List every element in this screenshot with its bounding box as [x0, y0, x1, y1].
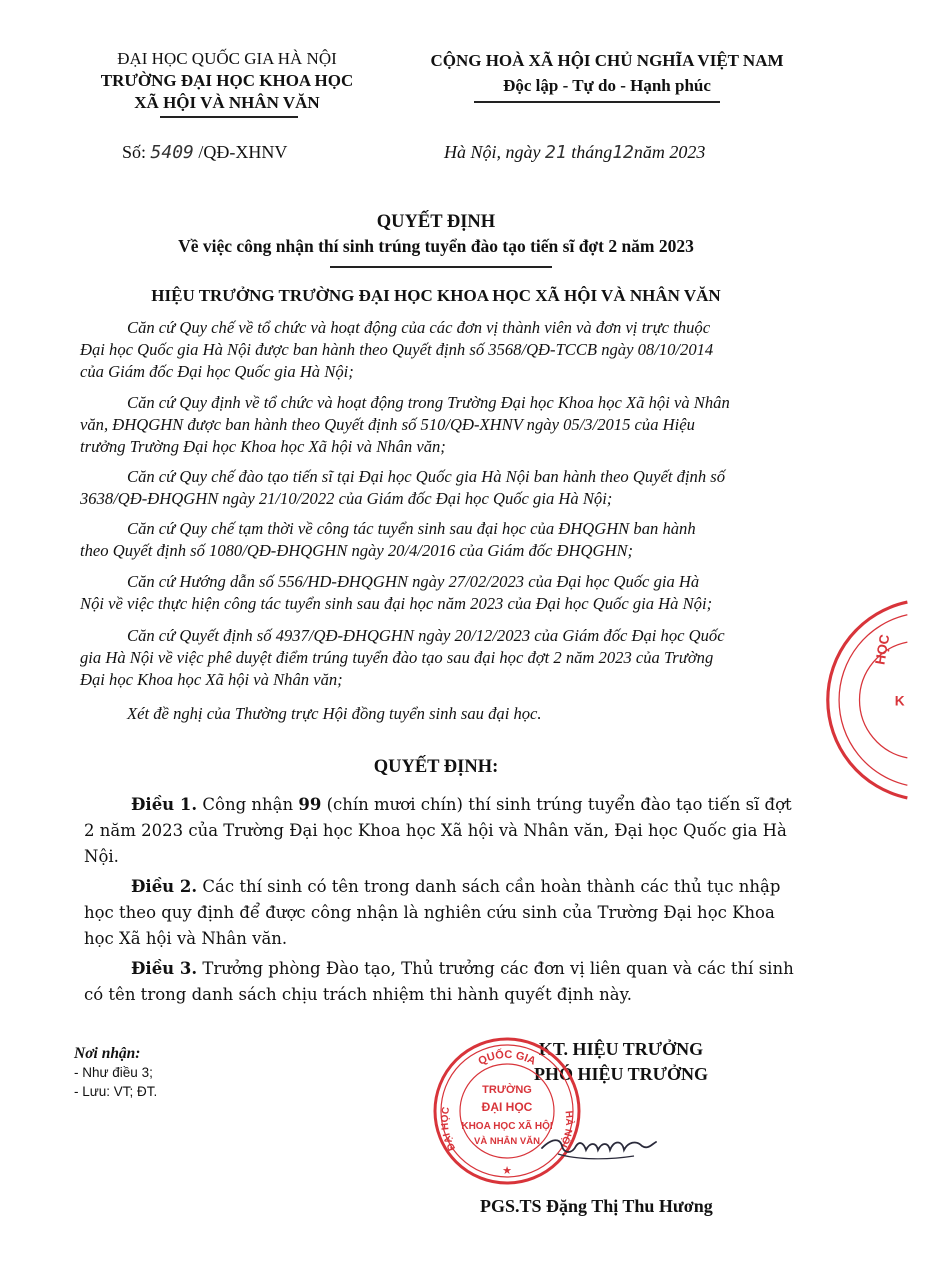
basis-3 — [80, 466, 810, 510]
basis-4-line-1: Căn cứ Quy chế tạm thời về công tác tuyển sinh sau đại học của ĐHQGHN ban hành — [127, 519, 696, 538]
document-title: QUYẾT ĐỊNH — [376, 212, 496, 232]
decision-heading: QUYẾT ĐỊNH: — [373, 757, 499, 777]
recipient-item: - Lưu: VT; ĐT. — [74, 1084, 158, 1099]
partial-seal-right — [820, 600, 940, 800]
basis-1 — [80, 317, 810, 383]
signer-title-line-2: PHÓ HIỆU TRƯỞNG — [533, 1064, 708, 1084]
basis-6-line-2: gia Hà Nội về việc phê duyệt điểm trúng tuyển đào tạo sau đại học đợt 2 năm 2023 của Trường — [80, 648, 714, 667]
authority-line-2: TRƯỜNG ĐẠI HỌC KHOA HỌC — [100, 71, 354, 90]
seal-line-2: ĐẠI HỌC — [481, 1100, 533, 1114]
signer-title-line-1: KT. HIỆU TRƯỞNG — [538, 1039, 704, 1059]
recipient-item: - Như điều 3; — [74, 1065, 153, 1080]
basis-1-line-1: Căn cứ Quy chế về tổ chức và hoạt động của các đơn vị thành viên và đơn vị trực thuộc — [127, 318, 711, 337]
basis-2-line-1: Căn cứ Quy định về tổ chức và hoạt động trong Trường Đại học Khoa học Xã hội và Nhân — [127, 393, 730, 412]
article-1-line-2: 2 năm 2023 của Trường Đại học Khoa học Xã hội và Nhân văn, Đại học Quốc gia Hà — [84, 821, 787, 840]
date-prefix: Hà Nội, ngày — [444, 142, 545, 162]
authority-line-1: ĐẠI HỌC QUỐC GIA HÀ NỘI — [117, 49, 337, 68]
basis-1-line-2: Đại học Quốc gia Hà Nội được ban hành theo Quyết định số 3568/QĐ-TCCB ngày 08/10/2014 — [80, 340, 714, 359]
basis-4 — [80, 518, 810, 562]
issue-date — [444, 142, 705, 163]
basis-6-line-1: Căn cứ Quyết định số 4937/QĐ-ĐHQGHN ngày 20/12/2023 của Giám đốc Đại học Quốc — [127, 626, 725, 645]
basis-3-line-2: 3638/QĐ-ĐHQGHN ngày 21/10/2022 của Giám đốc Đại học Quốc gia Hà Nội; — [80, 489, 613, 508]
article-2-line-1: Các thí sinh có tên trong danh sách cần hoàn thành các thủ tục nhập — [197, 877, 781, 896]
partial-seal-inner-text: K — [894, 693, 905, 709]
basis-4-line-2: theo Quyết định số 1080/QĐ-ĐHQGHN ngày 20/4/2016 của Giám đốc ĐHQGHN; — [80, 541, 634, 560]
date-year: năm 2023 — [633, 142, 706, 162]
basis-2 — [80, 392, 810, 458]
basis-7 — [80, 703, 810, 725]
recipients-heading: Nơi nhận: — [74, 1045, 141, 1062]
article-3-line-1: Trưởng phòng Đào tạo, Thủ trưởng các đơn vị liên quan và các thí sinh — [197, 959, 794, 978]
basis-6-line-3: Đại học Khoa học Xã hội và Nhân văn; — [80, 670, 343, 689]
document-number — [122, 142, 287, 163]
doc-number-prefix: Số: — [122, 142, 151, 162]
basis-5-line-1: Căn cứ Hướng dẫn số 556/HD-ĐHQGHN ngày 27/02/2023 của Đại học Quốc gia Hà — [127, 572, 700, 591]
motto-line-2: Độc lập - Tự do - Hạnh phúc — [503, 76, 711, 95]
authority-line-3: XÃ HỘI VÀ NHÂN VĂN — [134, 93, 320, 112]
signature-icon — [538, 1120, 668, 1180]
date-month-handwritten: 12 — [612, 142, 634, 163]
document-subject: Về việc công nhận thí sinh trúng tuyển đào tạo tiến sĩ đợt 2 năm 2023 — [178, 236, 694, 256]
header-right-underline — [474, 101, 720, 103]
seal-line-4: VÀ NHÂN VĂN — [474, 1136, 540, 1147]
article-3-label: Điều 3. — [131, 959, 198, 978]
date-month-label: tháng — [566, 142, 613, 162]
article-1-line-1: (chín mươi chín) thí sinh trúng tuyển đào tạo tiến sĩ đợt — [326, 795, 792, 814]
basis-5-line-2: Nội về việc thực hiện công tác tuyển sinh sau đại học năm 2023 của Đại học Quốc gia Hà Nội; — [80, 594, 713, 613]
basis-5 — [80, 571, 810, 615]
seal-arc-right: HÀ NỘI — [557, 1110, 575, 1149]
article-3 — [84, 956, 814, 1008]
basis-2-line-3: trưởng Trường Đại học Khoa học Xã hội và Nhân văn; — [80, 437, 446, 456]
article-2 — [84, 874, 814, 952]
basis-2-line-2: văn, ĐHQGHN được ban hành theo Quyết định số 510/QĐ-XHNV ngày 05/3/2015 của Hiệu — [80, 415, 695, 434]
article-1-line-3: Nội. — [84, 847, 119, 866]
article-2-line-2: học theo quy định để được công nhận là nghiên cứu sinh của Trường Đại học Khoa — [84, 903, 775, 922]
partial-seal-text: HỌC — [872, 633, 893, 666]
date-day-handwritten: 21 — [545, 142, 567, 163]
national-motto — [392, 48, 822, 98]
seal-line-3: KHOA HỌC XÃ HỘI — [461, 1121, 553, 1132]
recipients — [74, 1044, 157, 1101]
signer-name: PGS.TS Đặng Thị Thu Hương — [480, 1196, 713, 1216]
basis-1-line-3: của Giám đốc Đại học Quốc gia Hà Nội; — [80, 362, 354, 381]
article-1-pre: Công nhận — [197, 795, 299, 814]
svg-text:QUỐC GIA — [476, 1047, 537, 1068]
article-1 — [84, 792, 814, 870]
header-left-underline — [160, 116, 298, 118]
basis-7-line-1: Xét đề nghị của Thường trực Hội đồng tuyển sinh sau đại học. — [127, 704, 542, 723]
article-1-label: Điều 1. — [131, 795, 198, 814]
subject-underline — [330, 266, 552, 268]
doc-number-suffix: /QĐ-XHNV — [193, 142, 288, 162]
basis-3-line-1: Căn cứ Quy chế đào tạo tiến sĩ tại Đại học Quốc gia Hà Nội ban hành theo Quyết định số — [127, 467, 726, 486]
article-2-line-3: học Xã hội và Nhân văn. — [84, 929, 288, 948]
issuing-authority — [62, 48, 392, 114]
motto-line-1: CỘNG HOÀ XÃ HỘI CHỦ NGHĨA VIỆT NAM — [430, 51, 784, 70]
seal-line-1: TRƯỜNG — [482, 1084, 532, 1096]
issuing-authority-title: HIỆU TRƯỞNG TRƯỜNG ĐẠI HỌC KHOA HỌC XÃ HỘI VÀ NHÂN VĂN — [151, 286, 721, 305]
article-3-line-2: có tên trong danh sách chịu trách nhiệm thi hành quyết định này. — [84, 985, 633, 1004]
basis-6 — [80, 625, 810, 691]
star-icon: ★ — [502, 1164, 512, 1177]
doc-number-handwritten: 5409 — [150, 142, 194, 163]
article-1-count: 99 — [298, 795, 322, 814]
article-2-label: Điều 2. — [131, 877, 198, 896]
seal-arc-left: ĐẠI HỌC — [439, 1106, 459, 1153]
seal-arc-top: QUỐC GIA — [476, 1048, 538, 1068]
